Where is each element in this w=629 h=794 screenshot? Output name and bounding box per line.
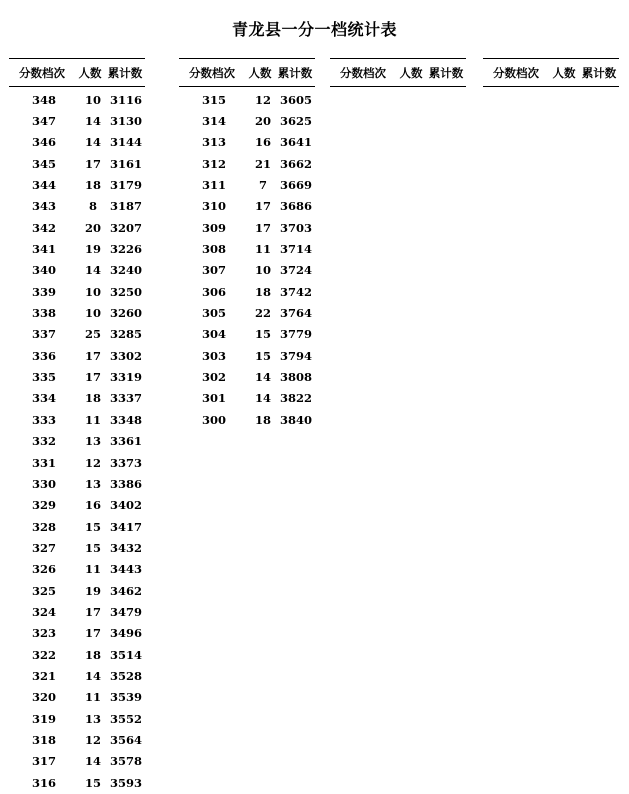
score-cell: 309 (201, 220, 226, 235)
score-cell: 322 (31, 647, 56, 662)
cumulative-cell: 3226 (109, 242, 142, 257)
score-cell: 344 (31, 178, 56, 193)
score-cell: 325 (31, 583, 56, 598)
count-cell: 17 (254, 220, 271, 235)
count-cell: 15 (84, 775, 101, 790)
table-row (179, 89, 315, 110)
table-row (179, 345, 315, 366)
table-header (483, 59, 619, 86)
cumulative-cell: 3240 (109, 263, 142, 278)
table-row (9, 687, 145, 708)
score-cell: 342 (31, 220, 56, 235)
score-cell: 333 (31, 412, 56, 427)
table-row (179, 281, 315, 302)
header-score: 分数档次 (493, 65, 539, 80)
table-row (179, 260, 315, 281)
score-cell: 334 (31, 391, 56, 406)
table-row (9, 260, 145, 281)
score-cell: 328 (31, 519, 56, 534)
cumulative-cell: 3641 (279, 135, 312, 150)
score-cell: 301 (201, 391, 226, 406)
score-cell: 330 (31, 476, 56, 491)
table-row (179, 324, 315, 345)
cumulative-cell: 3578 (109, 754, 142, 769)
score-cell: 338 (31, 306, 56, 321)
cumulative-cell: 3373 (109, 455, 142, 470)
count-cell: 10 (254, 263, 271, 278)
score-cell: 319 (31, 711, 56, 726)
table-row (9, 473, 145, 494)
table-row (9, 302, 145, 323)
cumulative-cell: 3116 (109, 92, 142, 107)
count-cell: 18 (254, 412, 271, 427)
count-cell: 17 (84, 156, 101, 171)
cumulative-cell: 3552 (109, 711, 142, 726)
cumulative-cell: 3417 (109, 519, 142, 534)
table-row (179, 174, 315, 195)
header-cumulative: 累计数 (581, 65, 617, 80)
table-header (179, 59, 315, 86)
cumulative-cell: 3260 (109, 306, 142, 321)
score-cell: 308 (201, 242, 226, 257)
table-header (330, 59, 466, 86)
cumulative-cell: 3840 (279, 412, 312, 427)
table-row (9, 665, 145, 686)
table-row (9, 345, 145, 366)
table-header-rule (330, 86, 466, 87)
cumulative-cell: 3443 (109, 562, 142, 577)
table-row (179, 110, 315, 131)
cumulative-cell: 3539 (109, 690, 142, 705)
header-count: 人数 (78, 65, 102, 80)
count-cell: 19 (84, 583, 101, 598)
count-cell: 10 (84, 92, 101, 107)
table-body (9, 89, 145, 793)
score-cell: 311 (201, 178, 226, 193)
table-row (9, 281, 145, 302)
table-row (179, 388, 315, 409)
score-cell: 302 (201, 370, 226, 385)
table-row (179, 196, 315, 217)
count-cell: 7 (258, 178, 267, 193)
score-cell: 317 (31, 754, 56, 769)
cumulative-cell: 3528 (109, 668, 142, 683)
score-cell: 331 (31, 455, 56, 470)
score-cell: 321 (31, 668, 56, 683)
count-cell: 16 (84, 498, 101, 513)
table-row (9, 89, 145, 110)
table-row (9, 580, 145, 601)
score-cell: 329 (31, 498, 56, 513)
count-cell: 14 (254, 391, 271, 406)
cumulative-cell: 3703 (279, 220, 312, 235)
table-row (9, 729, 145, 750)
header-count: 人数 (552, 65, 576, 80)
table-row (179, 153, 315, 174)
score-cell: 339 (31, 284, 56, 299)
table-row (9, 751, 145, 772)
count-cell: 15 (254, 348, 271, 363)
count-cell: 17 (254, 199, 271, 214)
score-cell: 300 (201, 412, 226, 427)
table-row (9, 153, 145, 174)
cumulative-cell: 3402 (109, 498, 142, 513)
cumulative-cell: 3144 (109, 135, 142, 150)
cumulative-cell: 3319 (109, 370, 142, 385)
cumulative-cell: 3593 (109, 775, 142, 790)
count-cell: 17 (84, 370, 101, 385)
score-cell: 314 (201, 114, 226, 129)
table-row (9, 772, 145, 793)
header-count: 人数 (248, 65, 272, 80)
table-block-2 (179, 58, 315, 431)
score-cell: 335 (31, 370, 56, 385)
count-cell: 14 (84, 135, 101, 150)
header-score: 分数档次 (340, 65, 386, 80)
score-cell: 318 (31, 732, 56, 747)
table-row (179, 366, 315, 387)
table-row (9, 495, 145, 516)
score-cell: 312 (201, 156, 226, 171)
table-row (9, 431, 145, 452)
table-row (9, 452, 145, 473)
count-cell: 14 (84, 668, 101, 683)
cumulative-cell: 3386 (109, 476, 142, 491)
count-cell: 11 (84, 412, 101, 427)
header-cumulative: 累计数 (107, 65, 143, 80)
cumulative-cell: 3669 (279, 178, 312, 193)
table-row (9, 238, 145, 259)
header-count: 人数 (399, 65, 423, 80)
cumulative-cell: 3808 (279, 370, 312, 385)
table-row (9, 623, 145, 644)
table-row (9, 110, 145, 131)
count-cell: 20 (254, 114, 271, 129)
cumulative-cell: 3605 (279, 92, 312, 107)
page-title: 青龙县一分一档统计表 (231, 20, 397, 39)
cumulative-cell: 3302 (109, 348, 142, 363)
count-cell: 20 (84, 220, 101, 235)
header-score: 分数档次 (19, 65, 65, 80)
table-block-4 (483, 58, 619, 89)
count-cell: 11 (84, 562, 101, 577)
count-cell: 10 (84, 306, 101, 321)
cumulative-cell: 3564 (109, 732, 142, 747)
table-row (9, 132, 145, 153)
table-body (179, 89, 315, 431)
table-row (9, 516, 145, 537)
cumulative-cell: 3462 (109, 583, 142, 598)
count-cell: 13 (84, 434, 101, 449)
cumulative-cell: 3130 (109, 114, 142, 129)
count-cell: 14 (84, 114, 101, 129)
score-cell: 337 (31, 327, 56, 342)
cumulative-cell: 3662 (279, 156, 312, 171)
score-cell: 324 (31, 604, 56, 619)
cumulative-cell: 3285 (109, 327, 142, 342)
count-cell: 10 (84, 284, 101, 299)
cumulative-cell: 3764 (279, 306, 312, 321)
table-row (9, 217, 145, 238)
table-header (9, 59, 145, 86)
cumulative-cell: 3779 (279, 327, 312, 342)
score-cell: 345 (31, 156, 56, 171)
table-block-3 (330, 58, 466, 89)
header-score: 分数档次 (189, 65, 235, 80)
table-row (9, 366, 145, 387)
score-cell: 340 (31, 263, 56, 278)
count-cell: 18 (84, 178, 101, 193)
cumulative-cell: 3514 (109, 647, 142, 662)
score-cell: 320 (31, 690, 56, 705)
score-cell: 346 (31, 135, 56, 150)
count-cell: 18 (84, 391, 101, 406)
header-cumulative: 累计数 (277, 65, 313, 80)
score-cell: 336 (31, 348, 56, 363)
cumulative-cell: 3714 (279, 242, 312, 257)
score-cell: 310 (201, 199, 226, 214)
score-cell: 341 (31, 242, 56, 257)
table-block-1 (9, 58, 145, 793)
cumulative-cell: 3794 (279, 348, 312, 363)
score-cell: 313 (201, 135, 226, 150)
count-cell: 21 (254, 156, 271, 171)
score-cell: 323 (31, 626, 56, 641)
score-cell: 327 (31, 540, 56, 555)
table-row (9, 708, 145, 729)
score-cell: 304 (201, 327, 226, 342)
count-cell: 15 (254, 327, 271, 342)
cumulative-cell: 3250 (109, 284, 142, 299)
table-row (179, 217, 315, 238)
table-row (9, 537, 145, 558)
table-row (179, 132, 315, 153)
table-row (179, 302, 315, 323)
table-row (9, 324, 145, 345)
count-cell: 11 (254, 242, 271, 257)
count-cell: 19 (84, 242, 101, 257)
score-cell: 307 (201, 263, 226, 278)
cumulative-cell: 3822 (279, 391, 312, 406)
count-cell: 17 (84, 604, 101, 619)
score-cell: 303 (201, 348, 226, 363)
count-cell: 17 (84, 348, 101, 363)
cumulative-cell: 3742 (279, 284, 312, 299)
table-row (9, 388, 145, 409)
score-cell: 306 (201, 284, 226, 299)
table-header-rule (9, 86, 145, 87)
count-cell: 11 (84, 690, 101, 705)
table-row (179, 409, 315, 430)
count-cell: 15 (84, 540, 101, 555)
table-row (9, 559, 145, 580)
table-row (9, 196, 145, 217)
table-row (9, 409, 145, 430)
count-cell: 16 (254, 135, 271, 150)
score-cell: 305 (201, 306, 226, 321)
count-cell: 22 (254, 306, 271, 321)
count-cell: 13 (84, 711, 101, 726)
table-row (9, 174, 145, 195)
score-cell: 316 (31, 775, 56, 790)
count-cell: 17 (84, 626, 101, 641)
table-header-rule (483, 86, 619, 87)
score-cell: 332 (31, 434, 56, 449)
score-cell: 348 (31, 92, 56, 107)
cumulative-cell: 3348 (109, 412, 142, 427)
cumulative-cell: 3207 (109, 220, 142, 235)
table-row (179, 238, 315, 259)
count-cell: 18 (254, 284, 271, 299)
count-cell: 18 (84, 647, 101, 662)
cumulative-cell: 3724 (279, 263, 312, 278)
count-cell: 12 (254, 92, 271, 107)
cumulative-cell: 3361 (109, 434, 142, 449)
cumulative-cell: 3479 (109, 604, 142, 619)
cumulative-cell: 3432 (109, 540, 142, 555)
score-cell: 347 (31, 114, 56, 129)
count-cell: 12 (84, 455, 101, 470)
cumulative-cell: 3161 (109, 156, 142, 171)
count-cell: 8 (88, 199, 97, 214)
cumulative-cell: 3625 (279, 114, 312, 129)
score-cell: 343 (31, 199, 56, 214)
count-cell: 12 (84, 732, 101, 747)
cumulative-cell: 3686 (279, 199, 312, 214)
header-cumulative: 累计数 (428, 65, 464, 80)
count-cell: 14 (84, 263, 101, 278)
count-cell: 13 (84, 476, 101, 491)
score-cell: 326 (31, 562, 56, 577)
cumulative-cell: 3337 (109, 391, 142, 406)
score-cell: 315 (201, 92, 226, 107)
count-cell: 15 (84, 519, 101, 534)
count-cell: 14 (84, 754, 101, 769)
count-cell: 25 (84, 327, 101, 342)
count-cell: 14 (254, 370, 271, 385)
table-row (9, 644, 145, 665)
cumulative-cell: 3496 (109, 626, 142, 641)
table-header-rule (179, 86, 315, 87)
table-row (9, 601, 145, 622)
cumulative-cell: 3187 (109, 199, 142, 214)
cumulative-cell: 3179 (109, 178, 142, 193)
